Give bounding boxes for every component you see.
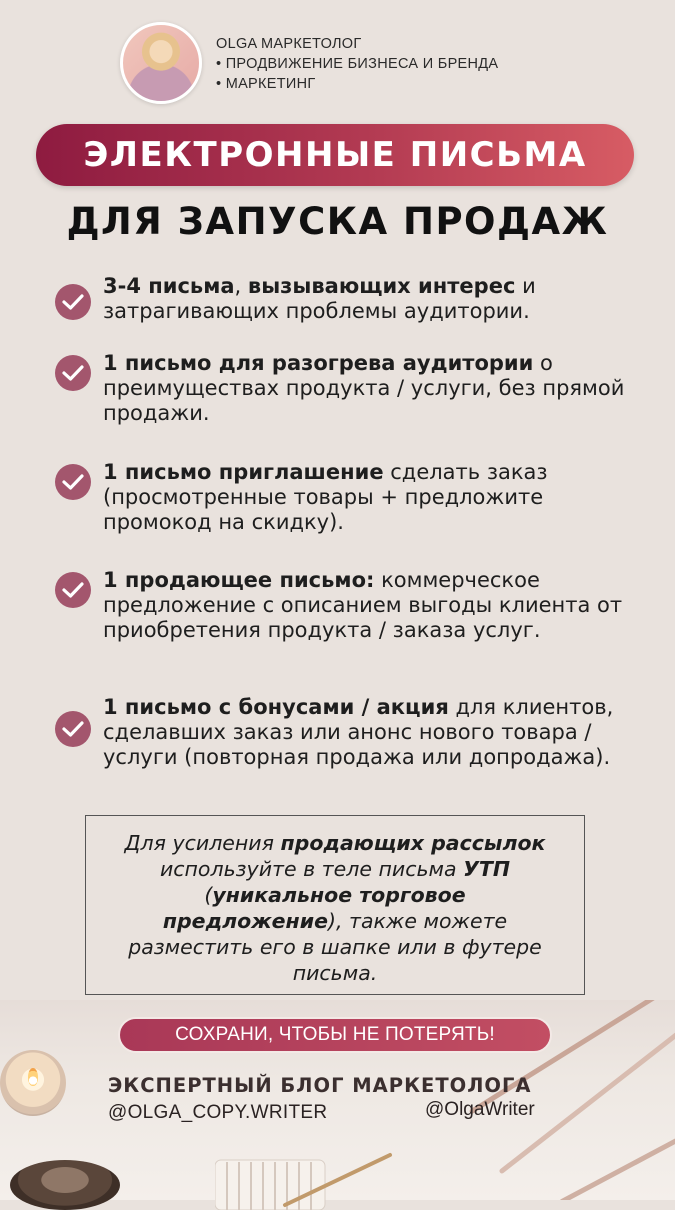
list-item-text: 3-4 письма, вызывающих интерес и затрагивающих проблемы аудитории. xyxy=(103,274,536,323)
avatar xyxy=(120,22,202,104)
secondary-handle[interactable]: @OlgaWriter xyxy=(425,1099,535,1120)
page-title: ЭЛЕКТРОННЫЕ ПИСЬМА xyxy=(83,135,587,175)
profile-name: OLGA МАРКЕТОЛОГ xyxy=(216,36,362,52)
check-icon xyxy=(55,464,91,500)
profile-tagline-1: • ПРОДВИЖЕНИЕ БИЗНЕСА И БРЕНДА xyxy=(216,56,499,72)
check-icon xyxy=(55,355,91,391)
check-icon xyxy=(55,284,91,320)
page-subtitle: ДЛЯ ЗАПУСКА ПРОДАЖ xyxy=(66,200,609,243)
flame-icon xyxy=(28,1068,38,1086)
profile-info xyxy=(216,34,498,94)
list-item-text: 1 письмо с бонусами / акция для клиентов, сделавших заказ или анонс нового товара / услуги (повторная продажа или допродажа). xyxy=(103,695,614,769)
profile-tagline-2: • МАРКЕТИНГ xyxy=(216,76,316,92)
list-item-text: 1 письмо для разогрева аудитории о преимуществах продукта / услуги, без прямой продажи. xyxy=(103,351,625,425)
instagram-handle[interactable]: @OLGA_COPY.WRITER xyxy=(108,1102,328,1123)
save-reminder-banner xyxy=(118,1017,552,1053)
list-item-text: 1 продающее письмо: коммерческое предложение с описанием выгоды клиента от приобретения продукта / заказа услуг. xyxy=(103,568,623,642)
profile-header xyxy=(120,22,640,102)
blog-title: ЭКСПЕРТНЫЙ БЛОГ МАРКЕТОЛОГА xyxy=(108,1074,532,1097)
comb-image xyxy=(215,1150,395,1210)
list-item-text: 1 письмо приглашение сделать заказ (просмотренные товары + предложите промокод на скидку). xyxy=(103,460,548,534)
tip-box: Для усиления продающих рассылок используйте в теле письма УТП (уникальное торговое предложение), также можете разместить его в шапке или в футере письма. xyxy=(85,815,585,995)
title-banner xyxy=(36,124,634,186)
check-icon xyxy=(55,711,91,747)
check-icon xyxy=(55,572,91,608)
decorative-stick xyxy=(559,1106,675,1200)
save-reminder-text: СОХРАНИ, ЧТОБЫ НЕ ПОТЕРЯТЬ! xyxy=(175,1024,495,1045)
bowl-image xyxy=(10,1160,120,1210)
